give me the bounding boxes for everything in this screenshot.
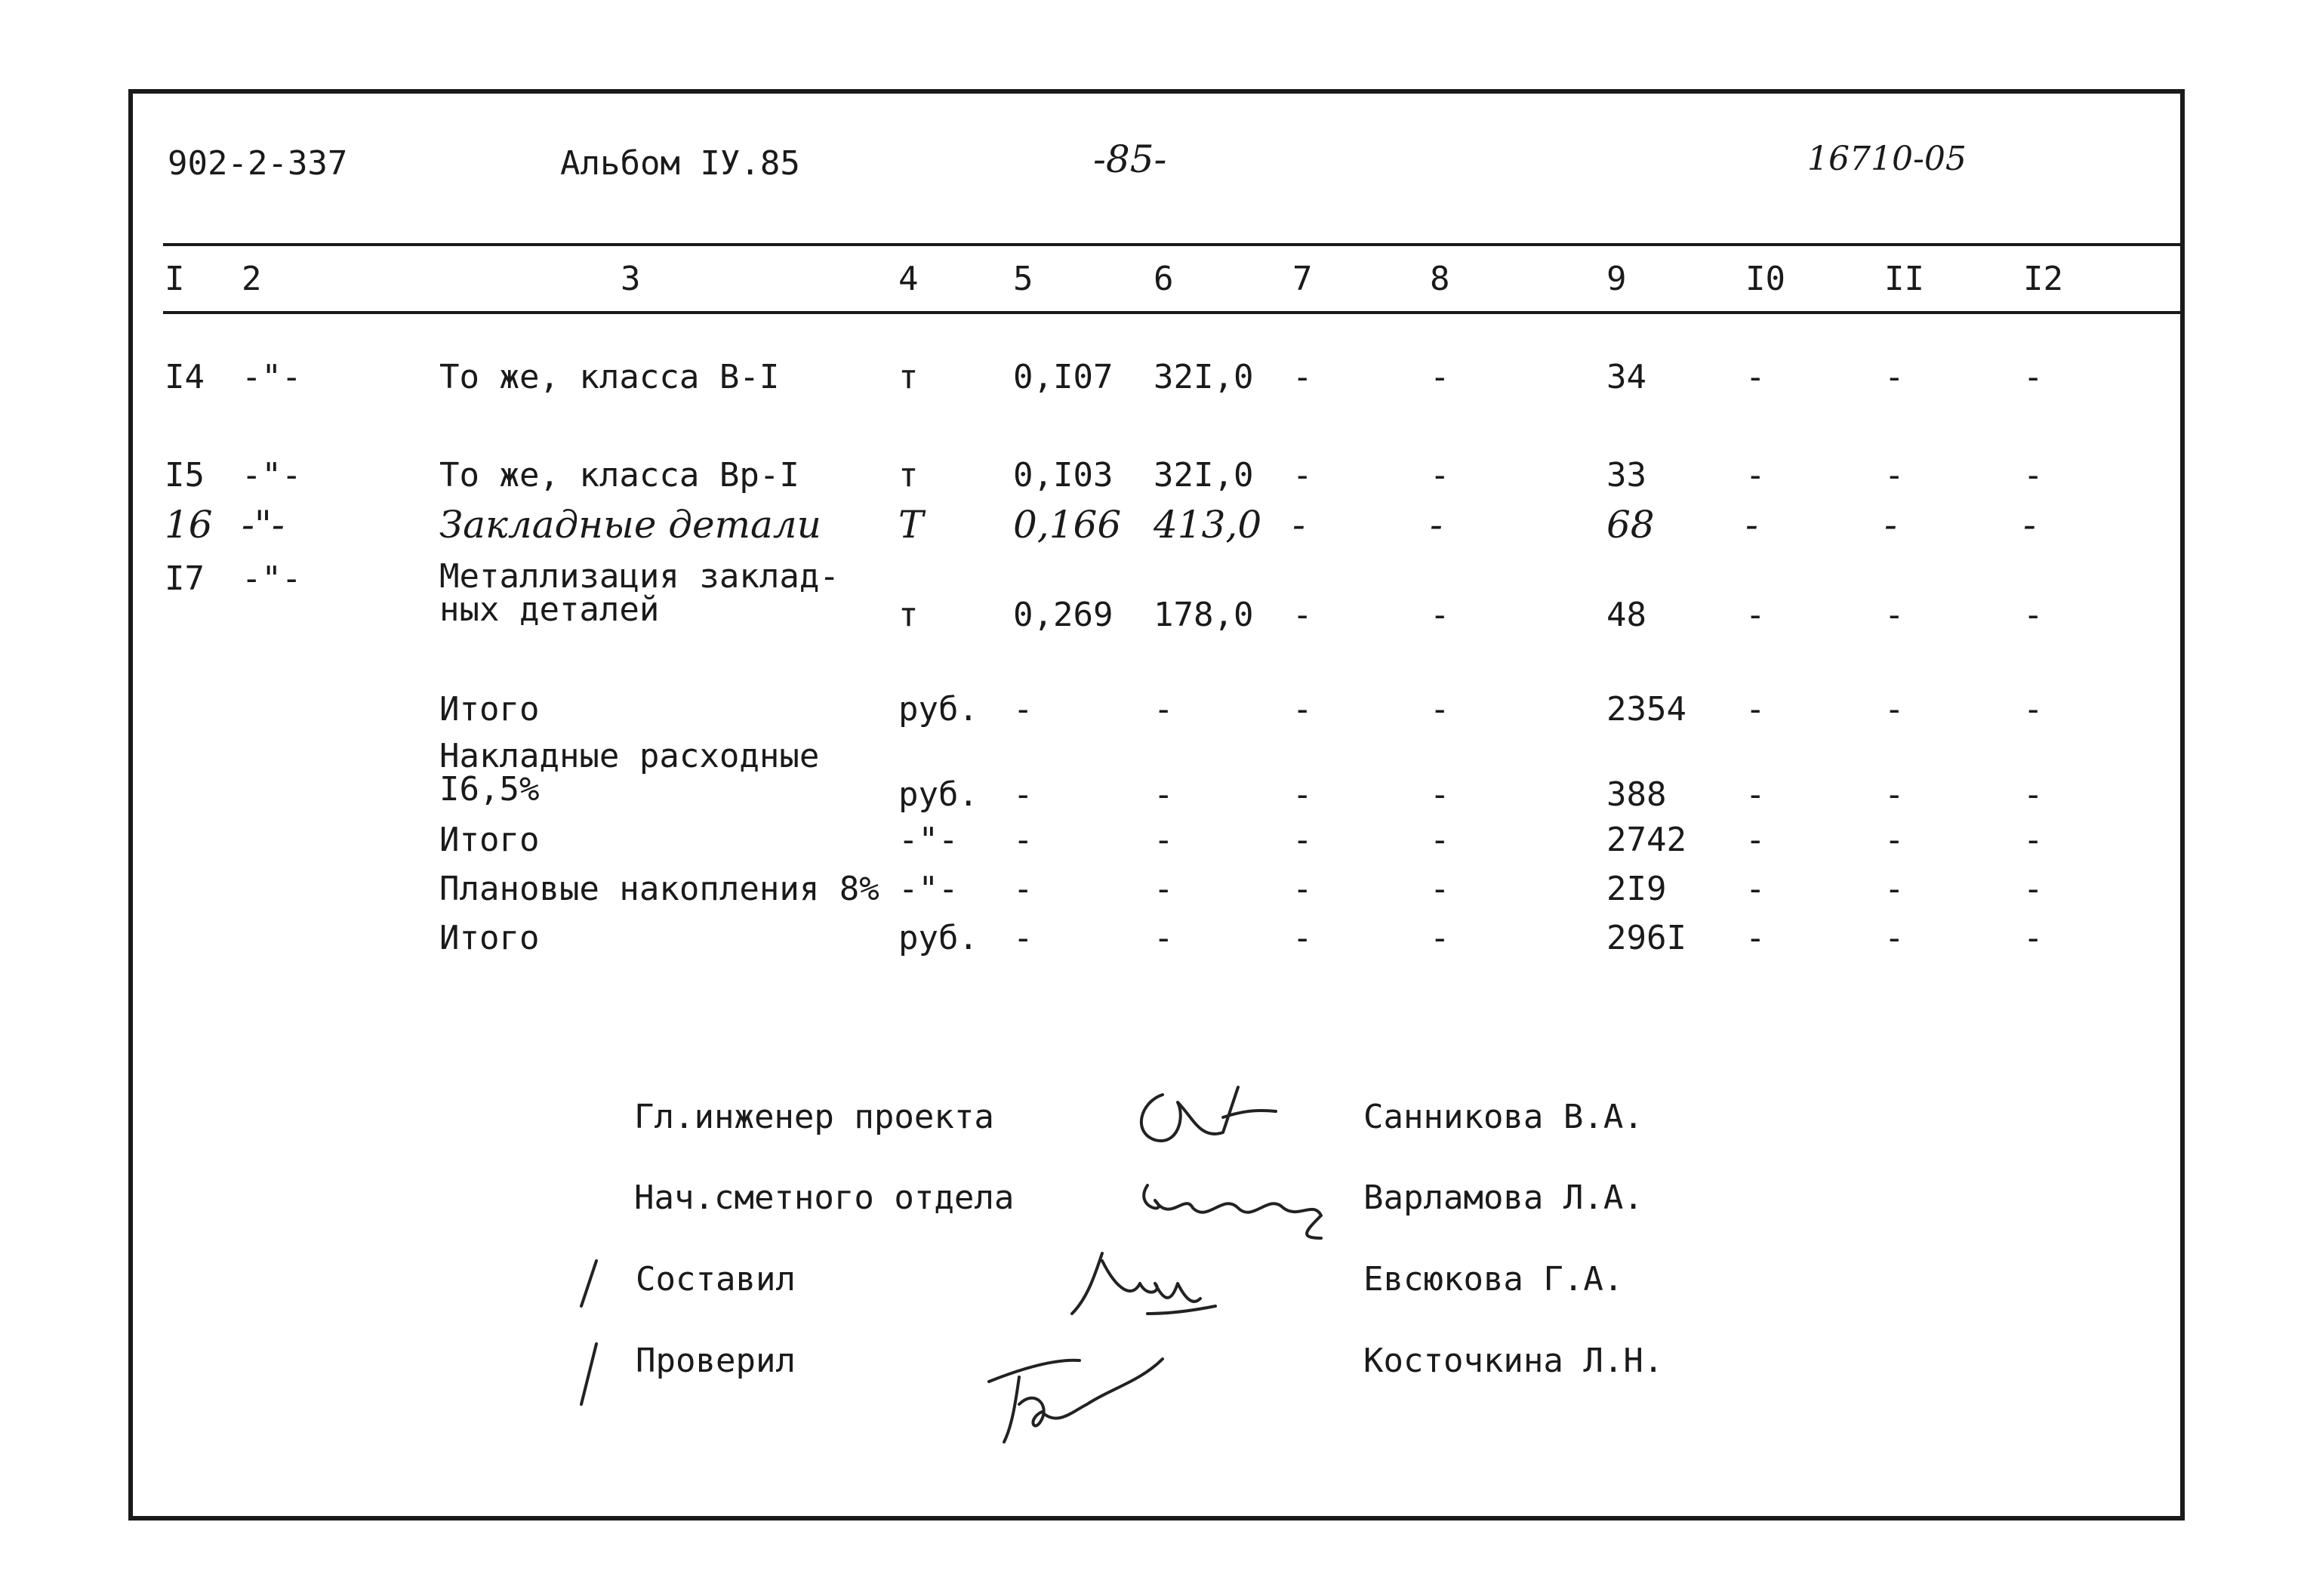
col11-cell: - (1884, 775, 1905, 814)
col8-cell: - (1430, 596, 1450, 634)
cost-cell: 2354 (1606, 690, 1686, 729)
col11-cell: - (1884, 821, 1905, 859)
item-name: То же, класса В-I (439, 358, 780, 396)
item-name: Итого (439, 690, 540, 729)
col8-cell: - (1430, 870, 1450, 908)
col10-cell: - (1745, 456, 1766, 495)
col10-cell: - (1745, 919, 1766, 957)
page-number: -85- (1093, 137, 1167, 181)
cost-cell: 48 (1606, 596, 1646, 634)
price-cell: - (1154, 919, 1174, 957)
col10-cell: - (1745, 690, 1766, 729)
row-number: 16 (165, 503, 213, 547)
cost-cell: 2I9 (1606, 870, 1667, 908)
col8-cell: - (1430, 503, 1443, 547)
col7-cell: - (1292, 456, 1313, 495)
col11-cell: - (1884, 456, 1905, 495)
col12-cell: - (2023, 596, 2044, 634)
col8-cell: - (1430, 919, 1450, 957)
unit-cell: -"- (898, 821, 959, 859)
col8-cell: - (1430, 358, 1450, 396)
price-cell: 32I,0 (1154, 358, 1254, 396)
col12-cell: - (2023, 358, 2044, 396)
col8-cell: - (1430, 456, 1450, 495)
cost-cell: 68 (1606, 503, 1655, 547)
quantity-cell: 0,I07 (1013, 358, 1114, 396)
col7-cell: - (1292, 358, 1313, 396)
ditto-mark: -"- (242, 559, 302, 598)
quantity-cell: - (1013, 870, 1033, 908)
col8-cell: - (1430, 775, 1450, 814)
signatory-name: Варламова Л.А. (1363, 1179, 1643, 1217)
cost-cell: 2742 (1606, 821, 1686, 859)
price-cell: - (1154, 690, 1174, 729)
item-name: Металлизация заклад- (439, 557, 839, 596)
row-number: I5 (165, 456, 205, 495)
album-label: Альбом IУ.85 (560, 144, 800, 183)
item-name: Итого (439, 821, 540, 859)
signature-role: Проверил (636, 1342, 796, 1380)
col12-cell: - (2023, 919, 2044, 957)
col12-cell: - (2023, 503, 2036, 547)
unit-cell: -"- (898, 870, 959, 908)
cost-cell: 296I (1606, 919, 1686, 957)
quantity-cell: - (1013, 775, 1033, 814)
signature-1 (1110, 1057, 1283, 1163)
col7-cell: - (1292, 596, 1313, 634)
column-number: I0 (1745, 260, 1785, 298)
col7-cell: - (1292, 503, 1305, 547)
column-number: 6 (1154, 260, 1174, 298)
col12-cell: - (2023, 690, 2044, 729)
col12-cell: - (2023, 870, 2044, 908)
column-number: 8 (1430, 260, 1450, 298)
ditto-mark: -"- (242, 503, 285, 547)
quantity-cell: - (1013, 821, 1033, 859)
column-number: 2 (242, 260, 262, 298)
signature-4 (974, 1314, 1185, 1450)
col7-cell: - (1292, 690, 1313, 729)
cost-cell: 33 (1606, 456, 1646, 495)
signature-role: Гл.инженер проекта (634, 1098, 994, 1136)
col12-cell: - (2023, 456, 2044, 495)
col11-cell: - (1884, 503, 1897, 547)
item-name: Плановые накопления 8% (439, 870, 879, 908)
col12-cell: - (2023, 775, 2044, 814)
item-name: Накладные расходные (439, 737, 820, 775)
col7-cell: - (1292, 870, 1313, 908)
column-number: 4 (898, 260, 919, 298)
item-name: То же, класса Вр-I (439, 456, 799, 495)
item-name: Закладные детали (439, 503, 821, 547)
column-number: 7 (1292, 260, 1313, 298)
ditto-mark: -"- (242, 358, 302, 396)
header-rule-top (163, 243, 2185, 246)
signature-2 (1125, 1155, 1336, 1246)
quantity-cell: 0,I03 (1013, 456, 1114, 495)
cost-cell: 34 (1606, 358, 1646, 396)
signatory-name: Санникова В.А. (1363, 1098, 1643, 1136)
column-number: 3 (621, 260, 641, 298)
quantity-cell: - (1013, 690, 1033, 729)
item-name: Итого (439, 919, 540, 957)
quantity-cell: - (1013, 919, 1033, 957)
col10-cell: - (1745, 821, 1766, 859)
price-cell: 413,0 (1154, 503, 1262, 547)
signatory-name: Косточкина Л.Н. (1363, 1342, 1664, 1380)
item-name: I6,5% (439, 770, 540, 809)
row-number: I7 (165, 559, 205, 598)
archive-number: 16710-05 (1807, 140, 1967, 178)
unit-cell: руб. (898, 919, 978, 957)
column-number: I2 (2023, 260, 2063, 298)
unit-cell: руб. (898, 775, 978, 814)
unit-cell: Т (898, 503, 924, 547)
column-number: 9 (1606, 260, 1627, 298)
column-number: II (1884, 260, 1924, 298)
unit-cell: руб. (898, 690, 978, 729)
col8-cell: - (1430, 821, 1450, 859)
signatory-name: Евсюкова Г.А. (1363, 1260, 1624, 1299)
col10-cell: - (1745, 870, 1766, 908)
col8-cell: - (1430, 690, 1450, 729)
col7-cell: - (1292, 919, 1313, 957)
quantity-cell: 0,269 (1013, 596, 1114, 634)
cost-cell: 388 (1606, 775, 1667, 814)
header-rule-bottom (163, 311, 2185, 314)
quantity-cell: 0,166 (1013, 503, 1122, 547)
col7-cell: - (1292, 821, 1313, 859)
ditto-mark: -"- (242, 456, 302, 495)
signature-role: Нач.сметного отдела (634, 1179, 1015, 1217)
col11-cell: - (1884, 358, 1905, 396)
col11-cell: - (1884, 596, 1905, 634)
col10-cell: - (1745, 358, 1766, 396)
col7-cell: - (1292, 775, 1313, 814)
col11-cell: - (1884, 870, 1905, 908)
col10-cell: - (1745, 596, 1766, 634)
column-number: 5 (1013, 260, 1033, 298)
price-cell: - (1154, 821, 1174, 859)
unit-cell: т (898, 456, 919, 495)
column-number: I (165, 260, 185, 298)
col10-cell: - (1745, 775, 1766, 814)
col10-cell: - (1745, 503, 1758, 547)
price-cell: - (1154, 775, 1174, 814)
slash-mark-2 (574, 1336, 604, 1427)
doc-code: 902-2-337 (168, 144, 348, 183)
col11-cell: - (1884, 690, 1905, 729)
col11-cell: - (1884, 919, 1905, 957)
unit-cell: т (898, 596, 919, 634)
row-number: I4 (165, 358, 205, 396)
price-cell: - (1154, 870, 1174, 908)
item-name: ных деталей (439, 590, 660, 629)
price-cell: 178,0 (1154, 596, 1254, 634)
signature-role: Составил (636, 1260, 796, 1299)
col12-cell: - (2023, 821, 2044, 859)
price-cell: 32I,0 (1154, 456, 1254, 495)
unit-cell: т (898, 358, 919, 396)
